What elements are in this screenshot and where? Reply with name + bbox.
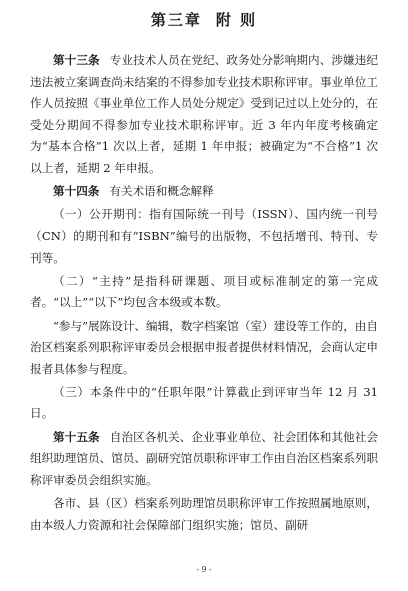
paragraph — [30, 271, 378, 314]
paragraph — [30, 50, 378, 180]
chapter-title: 附 则 — [215, 11, 258, 29]
page-number: - 9 - — [196, 565, 212, 574]
document-body — [30, 50, 378, 538]
paragraph-text: （一）公开期刊：指有国际统一刊号（ISSN）、国内统一刊号（CN）的期刊和有“ISBN”编号的出版物，不包括增刊、特刊、专刊等。 — [30, 207, 378, 265]
paragraph-text: 各市、县（区）档案系列助理馆员职称评审工作按照属地原则，由本级人力资源和社会保障部门组织实施；馆员、副研 — [30, 496, 378, 532]
paragraph — [30, 382, 378, 425]
paragraph-text: 专业技术人员在党纪、政务处分影响期内、涉嫌违纪违法被立案调查尚未结案的不得参加专业技术职称评审。事业单位工作人员按照《事业单位工作人员处分规定》受到记过以上处分的，在受处分期间不得参加专业技术职称评审。近 3 年内年度考核确定为“基本合格”1 次以上者，延期 1 年申报；被确定为“不合格”1 次以上者，延期 2 年申报。 — [30, 53, 378, 175]
paragraph-text: （三）本条件中的“任职年限”计算截止到评审当年 12 月 31 日。 — [30, 384, 378, 421]
paragraph-text: “参与”展陈设计、编辑，数字档案馆（室）建设等工作的，由自治区档案系列职称评审委员会根据申报者提供材料情况，会商认定申报者具体参与程度。 — [30, 318, 378, 376]
paragraph-text: （二）“主持”是指科研课题、项目或标准制定的第一完成者。“以上”“以下”均包含本级或本数。 — [30, 273, 378, 310]
paragraph — [30, 181, 378, 203]
paragraph — [30, 427, 378, 492]
paragraph-text: 有关术语和概念解释 — [109, 184, 214, 199]
chapter-number: 第三章 — [150, 11, 202, 29]
paragraph-text: 自治区各机关、企业事业单位、社会团体和其他社会组织助理馆员、馆员、副研究馆员职称评审工作由自治区档案系列职称评审委员会组织实施。 — [30, 429, 378, 487]
paragraph — [30, 204, 378, 269]
article-heading: 第十五条 — [53, 429, 100, 444]
article-heading: 第十三条 — [53, 53, 100, 67]
paragraph — [30, 493, 378, 536]
paragraph — [30, 316, 378, 381]
chapter-heading — [0, 10, 408, 30]
article-heading: 第十四条 — [53, 184, 100, 199]
